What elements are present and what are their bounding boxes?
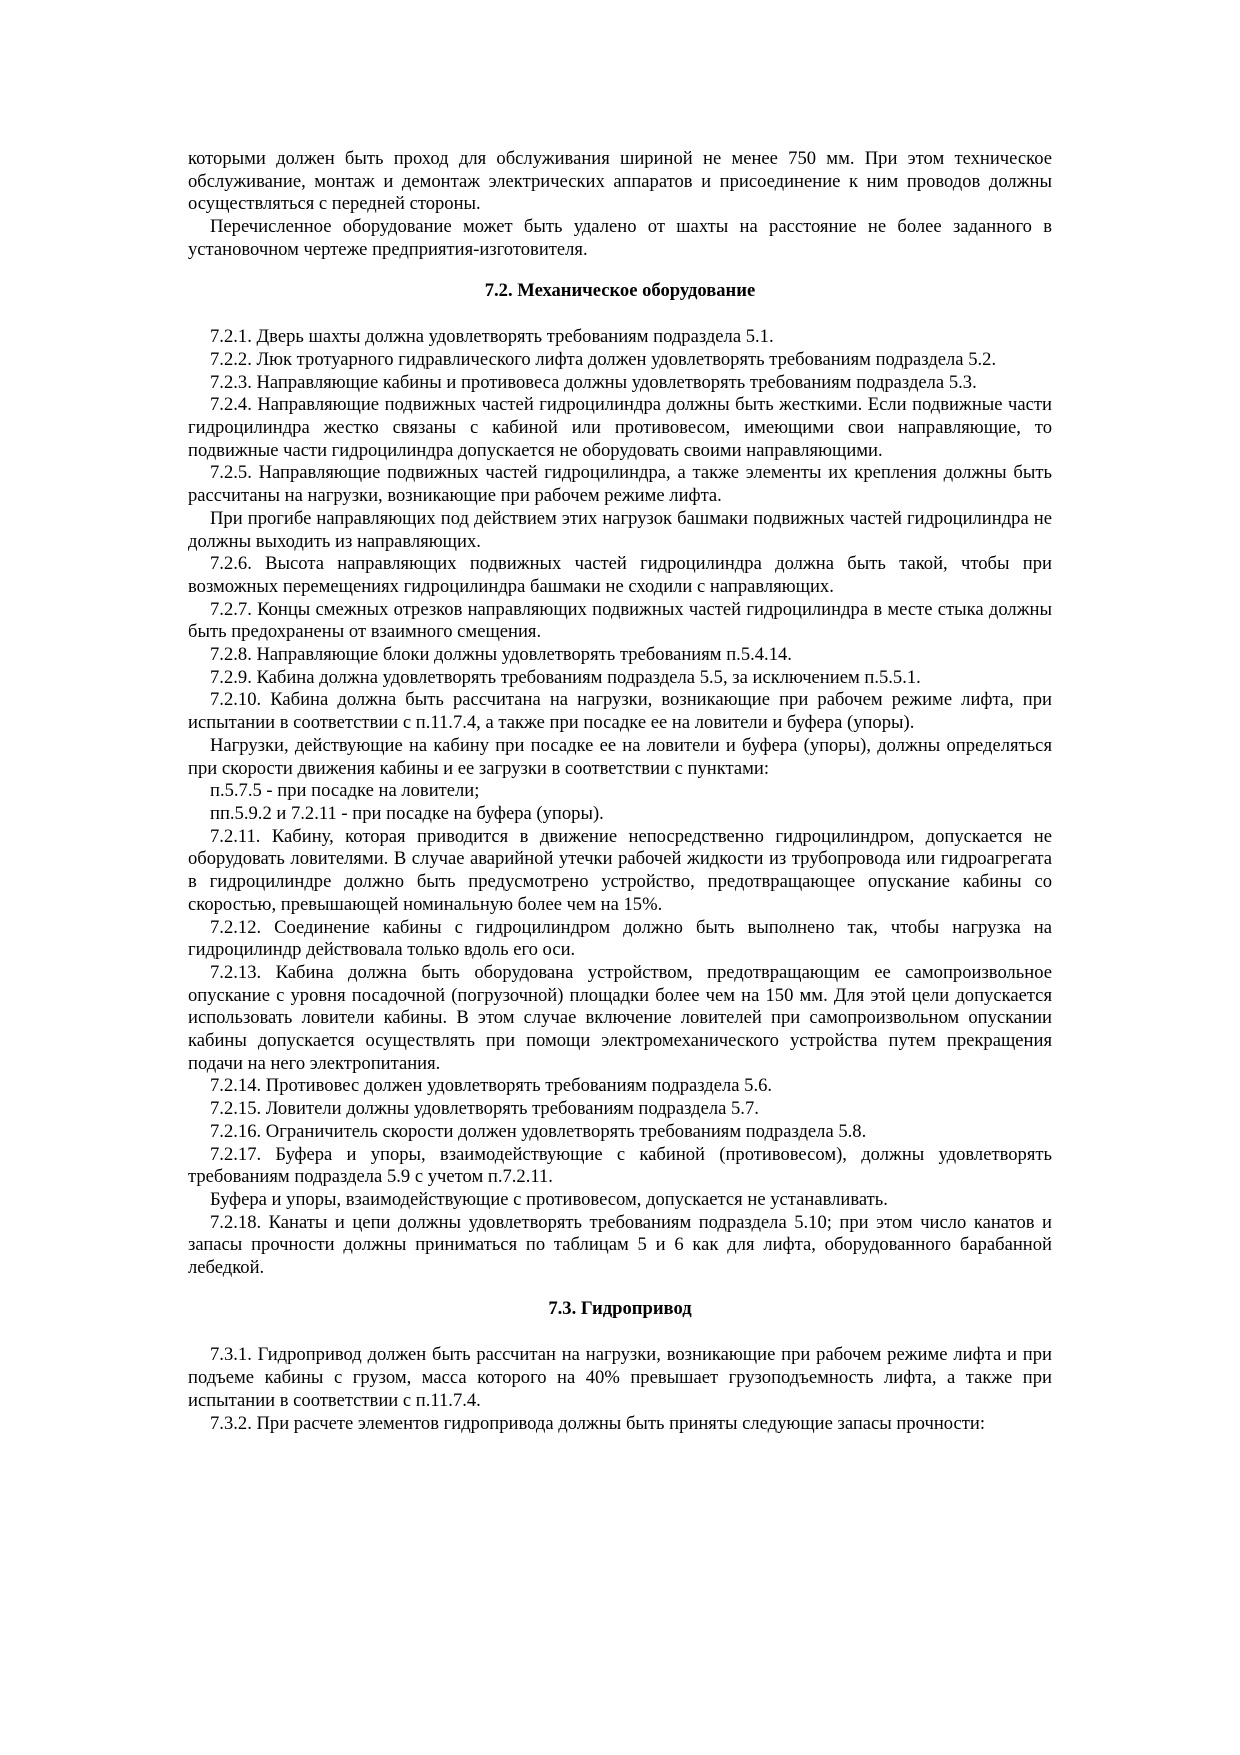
paragraph-7-2-9: 7.2.9. Кабина должна удовлетворять требованиям подраздела 5.5, за исключением п.5.5.1. [210, 666, 921, 688]
paragraph-7-2-16: 7.2.16. Ограничитель скорости должен удовлетворять требованиям подраздела 5.8. [210, 1120, 867, 1142]
document-page [188, 148, 1052, 1435]
intro-paragraph: Перечисленное оборудование может быть удалено от шахты на расстояние не более заданного в установочном чертеже предприятия-изготовителя. [188, 216, 1052, 260]
paragraph-list-item: пп.5.9.2 и 7.2.11 - при посадке на буфера (упоры). [210, 802, 604, 824]
paragraph-7-2-11: 7.2.11. Кабину, которая приводится в движение непосредственно гидроцилиндром, допускается не оборудовать ловителями. В случае аварийной утечки рабочей жидкости из трубопровода или гидроагрегата в гидроцилиндре должно быть предусмотрено устройство, предотвращающее опускание кабины со скоростью, превышающей номинальную более чем на 15%. [188, 825, 1052, 915]
paragraph-7-2-18: 7.2.18. Канаты и цепи должны удовлетворять требованиям подраздела 5.10; при этом число канатов и запасы прочности должны приниматься по таблицам 5 и 6 как для лифта, оборудованного барабанной лебедкой. [188, 1211, 1052, 1279]
paragraph-7-2-2: 7.2.2. Люк тротуарного гидравлического лифта должен удовлетворять требованиям подраздела 5.2. [210, 348, 997, 370]
spacer [188, 1320, 1052, 1344]
paragraph-7-2-10-cont: Нагрузки, действующие на кабину при посадке ее на ловители и буфера (упоры), должны определяться при скорости движения кабины и ее загрузки в соответствии с пунктами: [188, 734, 1052, 779]
paragraph-7-2-14: 7.2.14. Противовес должен удовлетворять требованиям подраздела 5.6. [210, 1075, 773, 1097]
spacer [188, 302, 1052, 326]
paragraph-7-2-17: 7.2.17. Буфера и упоры, взаимодействующие с кабиной (противовесом), должны удовлетворять требованиям подраздела 5.9 с учетом п.7.2.11. [188, 1143, 1052, 1188]
paragraph-7-2-7: 7.2.7. Концы смежных отрезков направляющих подвижных частей гидроцилиндра в месте стыка должны быть предохранены от взаимного смещения. [188, 598, 1052, 643]
paragraph-7-2-6: 7.2.6. Высота направляющих подвижных частей гидроцилиндра должна быть такой, чтобы при возможных перемещениях гидроцилиндра башмаки не сходили с направляющих. [188, 553, 1052, 597]
paragraph-7-2-1: 7.2.1. Дверь шахты должна удовлетворять требованиям подраздела 5.1. [210, 326, 774, 348]
paragraph-7-2-4: 7.2.4. Направляющие подвижных частей гидроцилиндра должны быть жесткими. Если подвижные части гидроцилиндра жестко связаны с кабиной или противовесом, имеющими свои направляющие, то подвижные части гидроцилиндра допускается не оборудовать своими направляющими. [188, 394, 1052, 461]
section-heading-7-3: 7.3. Гидропривод [548, 1297, 692, 1319]
intro-paragraph: которыми должен быть проход для обслуживания шириной не менее 750 мм. При этом техническое обслуживание, монтаж и демонтаж электрических аппаратов и присоединение к ним проводов должны осуществляться с передней стороны. [188, 148, 1052, 215]
spacer [188, 262, 1052, 280]
paragraph-7-2-13: 7.2.13. Кабина должна быть оборудована устройством, предотвращающим ее самопроизвольное опускание с уровня посадочной (погрузочной) площадки более чем на 150 мм. Для этой цели допускается использовать ловители кабины. В этом случае включение ловителей при самопроизвольном опускании кабины допускается осуществлять при помощи электромеханического устройства путем прекращения подачи на него электропитания. [188, 961, 1052, 1074]
paragraph-7-2-3: 7.2.3. Направляющие кабины и противовеса должны удовлетворять требованиям подраздела 5.3. [210, 371, 977, 393]
paragraph-7-3-2: 7.3.2. При расчете элементов гидропривода должны быть приняты следующие запасы прочности: [210, 1412, 986, 1434]
paragraph-7-3-1: 7.3.1. Гидропривод должен быть рассчитан на нагрузки, возникающие при рабочем режиме лифта и при подъеме кабины с грузом, масса которого на 40% превышает грузоподъемность лифта, а также при испытании в соответствии с п.11.7.4. [188, 1344, 1052, 1411]
paragraph-7-2-5-cont: При прогибе направляющих под действием этих нагрузок башмаки подвижных частей гидроцилиндра не должны выходить из направляющих. [188, 507, 1052, 552]
paragraph-7-2-10: 7.2.10. Кабина должна быть рассчитана на нагрузки, возникающие при рабочем режиме лифта, при испытании в соответствии с п.11.7.4, а также при посадке ее на ловители и буфера (упоры). [188, 689, 1052, 734]
spacer [188, 1280, 1052, 1298]
paragraph-7-2-8: 7.2.8. Направляющие блоки должны удовлетворять требованиям п.5.4.14. [210, 644, 792, 666]
paragraph-list-item: п.5.7.5 - при посадке на ловители; [210, 780, 480, 802]
paragraph-7-2-17-cont: Буфера и упоры, взаимодействующие с противовесом, допускается не устанавливать. [210, 1188, 888, 1210]
paragraph-7-2-15: 7.2.15. Ловители должны удовлетворять требованиям подраздела 5.7. [210, 1098, 759, 1120]
paragraph-7-2-12: 7.2.12. Соединение кабины с гидроцилиндром должно быть выполнено так, чтобы нагрузка на гидроцилиндр действовала только вдоль его оси. [188, 916, 1052, 961]
paragraph-7-2-5: 7.2.5. Направляющие подвижных частей гидроцилиндра, а также элементы их крепления должны быть рассчитаны на нагрузки, возникающие при рабочем режиме лифта. [188, 462, 1052, 507]
section-heading-7-2: 7.2. Механическое оборудование [484, 279, 756, 301]
